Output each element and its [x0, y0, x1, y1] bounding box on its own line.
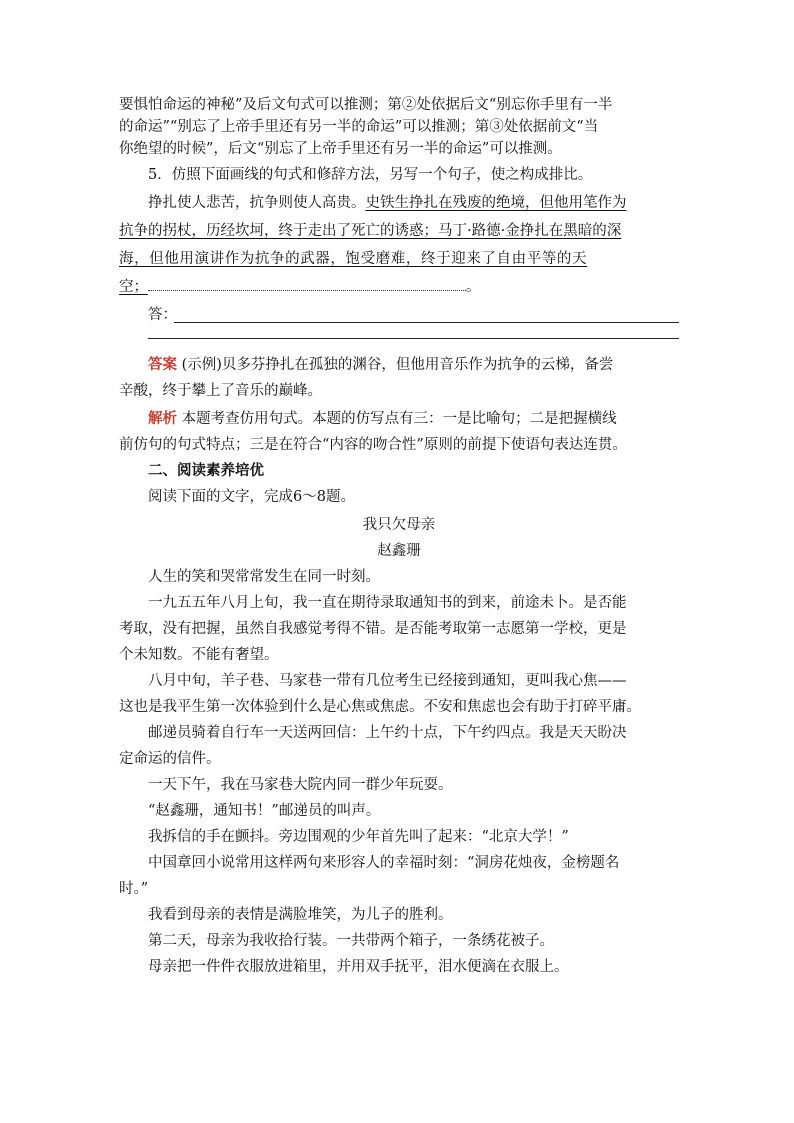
analysis-block [119, 408, 679, 456]
article-title: 我只欠母亲 [362, 517, 436, 533]
underlined-text: 抗争的拐杖，历经坎坷，终于走出了死亡的诱惑；马丁·路德·金挣扎在黑暗的深 [119, 223, 622, 239]
passage-line [119, 276, 679, 298]
plain-text: 挣扎使人悲苦，抗争则使人高贵。 [148, 195, 366, 211]
answer-row-2 [119, 326, 679, 350]
analysis-line: 前仿句的句式特点；三是在符合“内容的吻合性”原则的前提下使语句表达连贯。 [119, 437, 627, 453]
article-line: 母亲把一件件衣服放进箱里，并用双手抚平，泪水便滴在衣服上。 [148, 959, 569, 975]
passage-line [119, 192, 679, 214]
answer-prompt-label: 答： [148, 307, 177, 323]
section-instruction: 阅读下面的文字，完成6～8题。 [148, 489, 355, 505]
article-line: 一天下午，我在马家巷大院内同一群少年玩耍。 [148, 777, 453, 793]
text-line: 你绝望的时候”，后文“别忘了上帝手里还有另一半的命运”可以推测。 [119, 141, 562, 157]
end-punct: 。 [466, 279, 481, 295]
article-author: 赵鑫珊 [377, 543, 421, 559]
article-body [119, 566, 679, 978]
article-line: 第二天，母亲为我收拾行装。一共带两个箱子，一条绣花被子。 [148, 933, 554, 949]
answer-line [119, 354, 679, 376]
article-line: 人生的笑和哭常常发生在同一时刻。 [148, 569, 380, 585]
article-line: 八月中旬，羊子巷、马家巷一带有几位考生已经接到通知，更叫我心焦—— [148, 673, 627, 689]
answer-blank-line-1[interactable] [174, 322, 679, 323]
text-line: 的命运”“别忘了上帝手里还有另一半的命运”可以推测；第③处依据前文“当 [119, 119, 599, 135]
article-line: 个未知数。不能有奢望。 [119, 647, 279, 663]
top-paragraph [119, 94, 679, 160]
passage-line [119, 248, 679, 270]
text-line: 要惧怕命运的神秘”及后文句式可以推测；第②处依据后文“别忘你手里有一半 [119, 97, 613, 113]
section-heading: 二、阅读素养培优 [148, 462, 264, 479]
article-line: 一九五五年八月上旬，我一直在期待录取通知书的到来，前途未卜。是否能 [148, 595, 627, 611]
underlined-text: 海，但他用演讲作为抗争的武器，饱受磨难，终于迎来了自由平等的天 [119, 251, 588, 267]
article-line: 定命运的信件。 [119, 751, 221, 767]
answer-text: (示例)贝多芬挣扎在孤独的渊谷，但他用音乐作为抗争的云梯，备尝 [181, 357, 614, 373]
analysis-label: 解析 [148, 410, 177, 427]
underlined-text: 史铁生挣扎在残废的绝境，但他用笔作为 [365, 195, 627, 211]
document-page [119, 94, 679, 978]
question-prompt: 5．仿照下面画线的句式和修辞方法，另写一个句子，使之构成排比。 [148, 167, 593, 183]
article-line: 我看到母亲的表情是满脸堆笑，为儿子的胜利。 [148, 907, 453, 923]
answer-block [119, 354, 679, 402]
answer-label: 答案 [148, 356, 177, 373]
article-line: 中国章回小说常用这样两句来形容人的幸福时刻：“洞房花烛夜，金榜题名 [148, 855, 620, 871]
article-line: 考取，没有把握，虽然自我感觉考得不错。是否能考取第一志愿第一学校，更是 [119, 621, 627, 637]
fill-in-blank[interactable] [148, 276, 466, 291]
article-line: 时。” [119, 881, 149, 897]
passage-line [119, 220, 679, 242]
article-line: “赵鑫珊，通知书！”邮递员的叫声。 [148, 803, 381, 819]
underlined-text: 空； [119, 279, 148, 295]
article-line: 邮递员骑着自行车一天送两回信：上午约十点，下午约四点。我是天天盼决 [148, 725, 627, 741]
article-line: 我拆信的手在颤抖。旁边围观的少年首先叫了起来：“北京大学！” [148, 829, 569, 845]
question-5 [119, 164, 679, 350]
analysis-line [119, 408, 679, 430]
answer-line: 辛酸，终于攀上了音乐的巅峰。 [119, 383, 322, 399]
article-line: 这也是我平生第一次体验到什么是心焦或焦虑。不安和焦虑也会有助于打碎平庸。 [119, 699, 641, 715]
answer-blank-line-2[interactable] [148, 338, 679, 339]
analysis-text: 本题考查仿用句式。本题的仿写点有三：一是比喻句；二是把握横线 [181, 411, 617, 427]
answer-row [119, 304, 679, 326]
